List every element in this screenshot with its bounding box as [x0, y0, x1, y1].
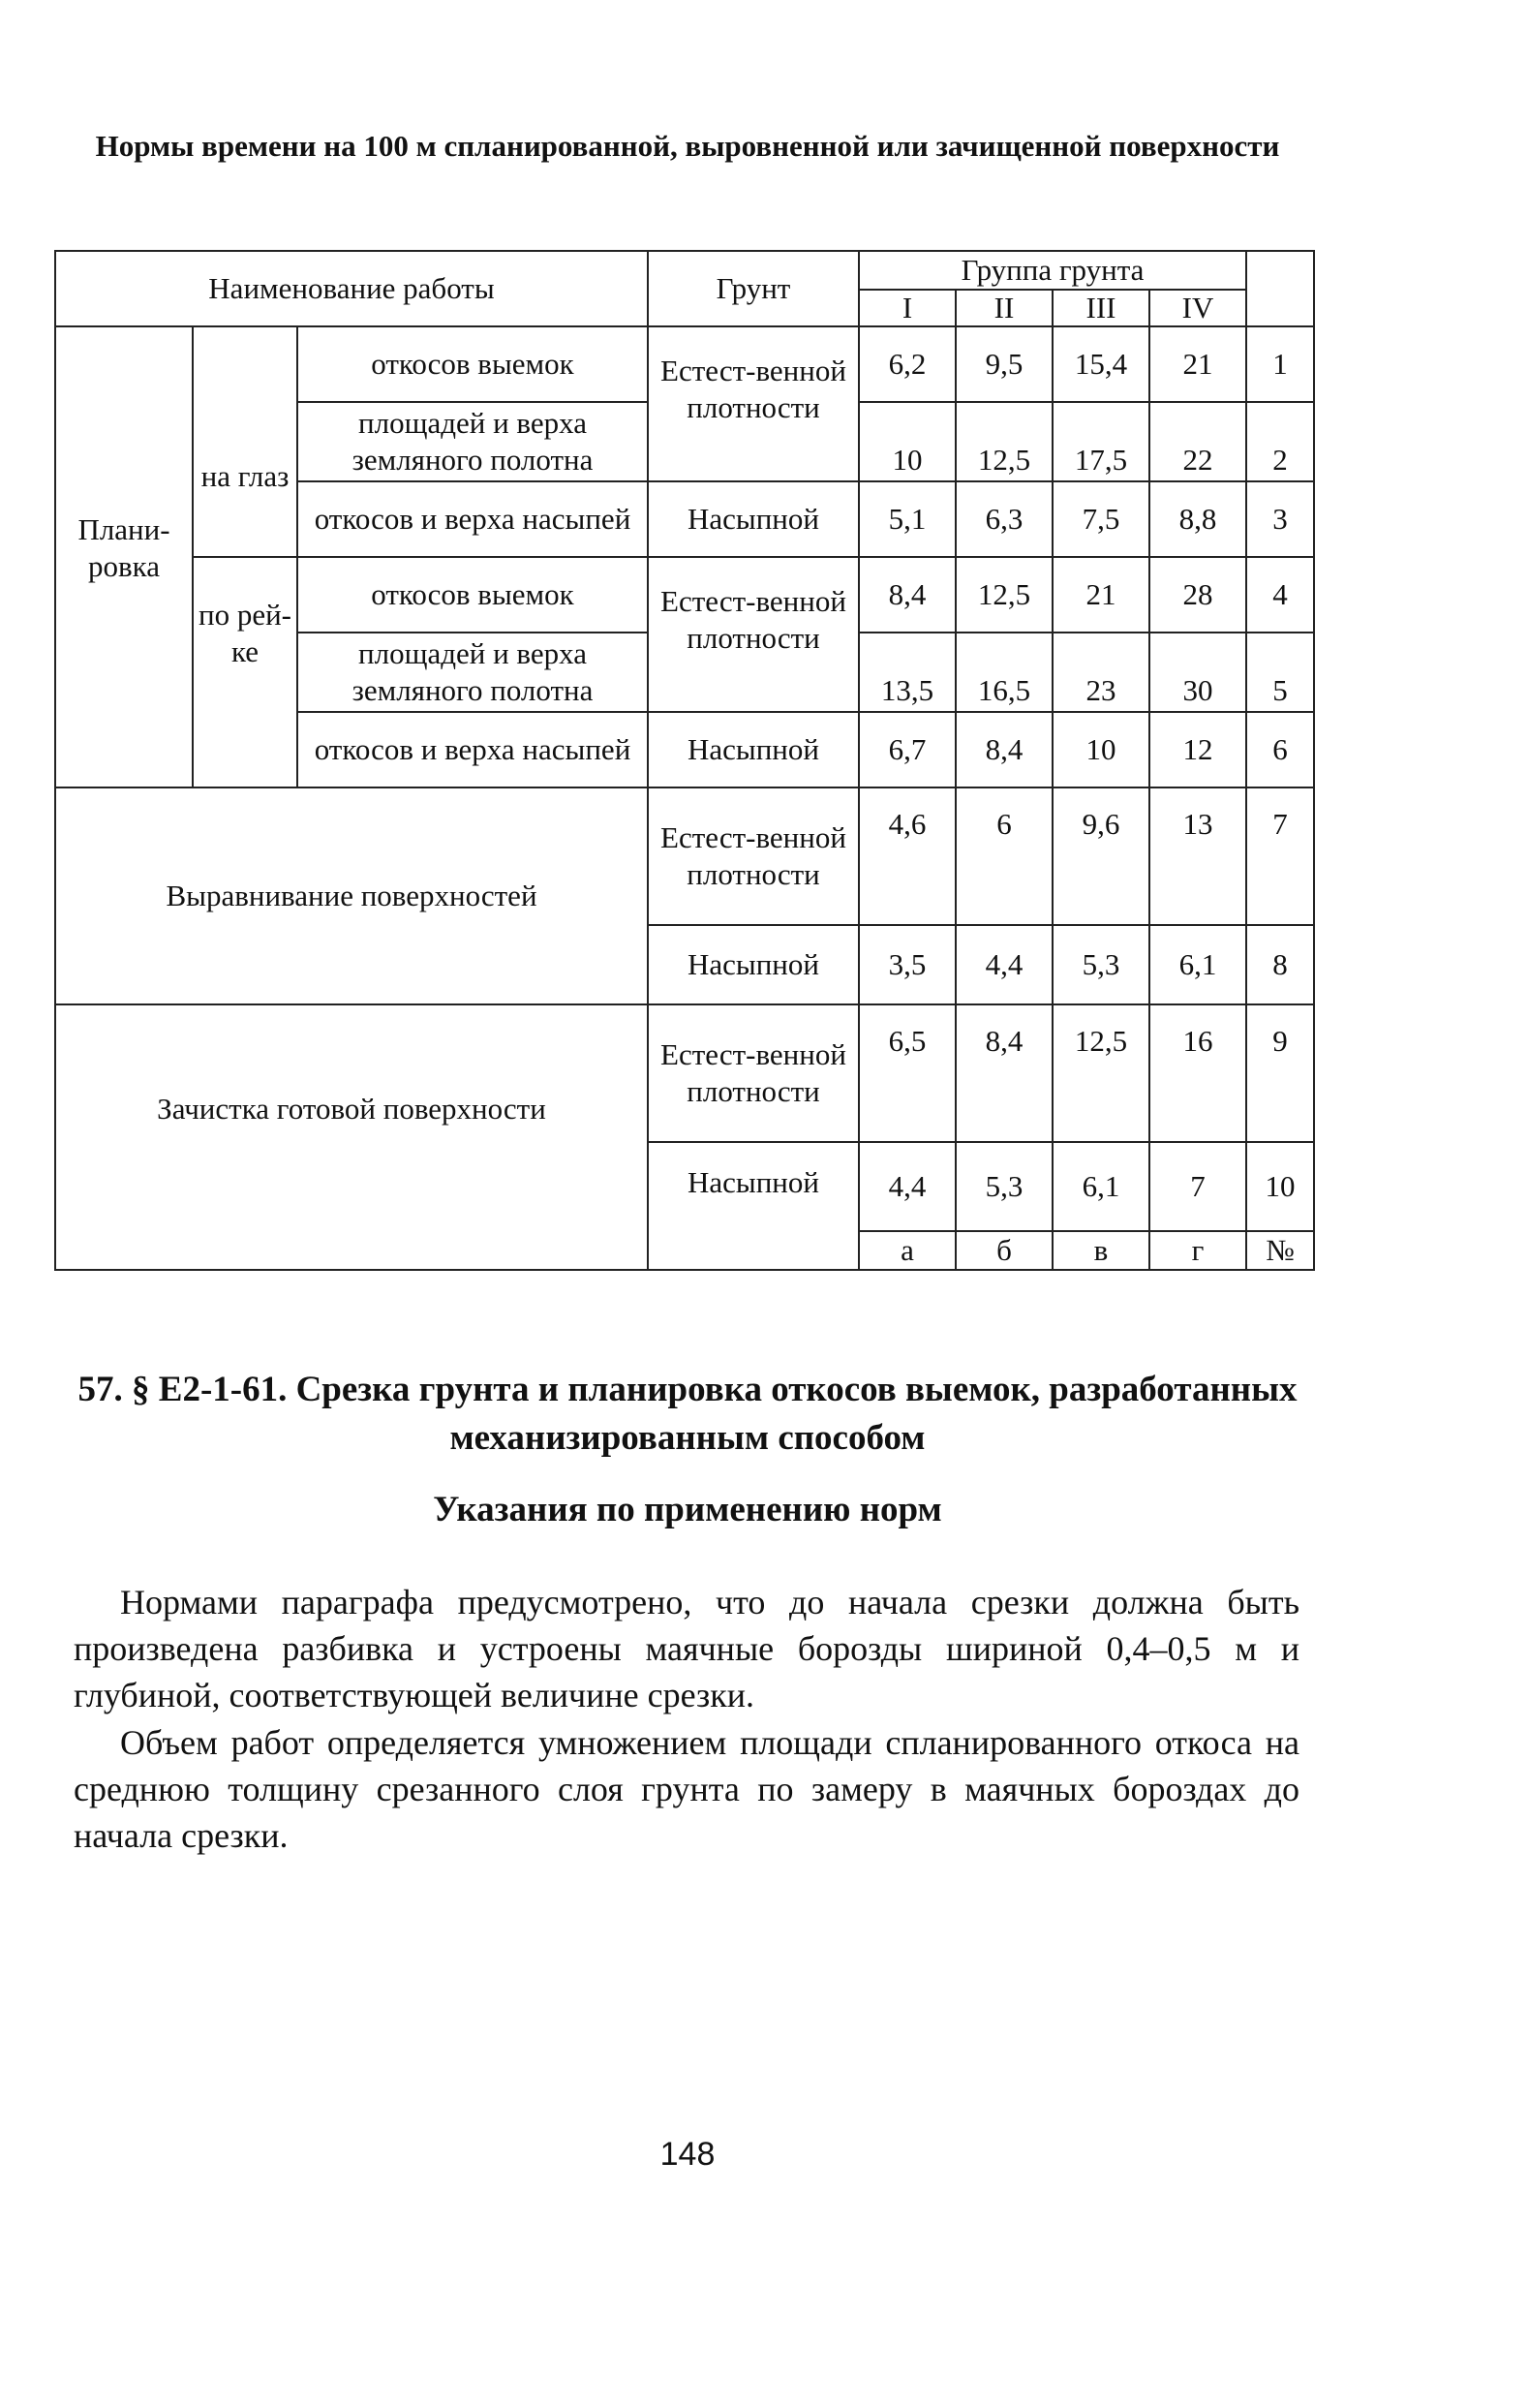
- header-work-name: Наименование работы: [55, 251, 648, 326]
- value-cell: 9,6: [1053, 787, 1149, 925]
- row-number: 8: [1246, 925, 1314, 1004]
- value-cell: 16: [1149, 1004, 1246, 1142]
- paragraph: Объем работ определяется умножением площади спланированного откоса на среднюю толщину срезанного слоя грунта по замеру в маячных бороздах до начала срезки.: [74, 1723, 1299, 1855]
- value-cell: 4,4: [956, 925, 1053, 1004]
- value-cell: 6,1: [1149, 925, 1246, 1004]
- table-row: [55, 557, 1314, 633]
- work-cut-slopes: откосов выемок: [297, 326, 648, 402]
- value-cell: 28: [1149, 557, 1246, 633]
- group-label: III: [1053, 290, 1149, 326]
- soil-natural: Естест-венной плотности: [648, 787, 859, 925]
- work-cut-slopes: откосов выемок: [297, 557, 648, 633]
- by-rod-label: по рей-ке: [193, 557, 297, 787]
- value-cell: 8,4: [956, 712, 1053, 787]
- value-cell: 6,3: [956, 481, 1053, 557]
- value-cell: 5,3: [1053, 925, 1149, 1004]
- value-cell: 17,5: [1053, 402, 1149, 481]
- row-number: 9: [1246, 1004, 1314, 1142]
- row-number: 6: [1246, 712, 1314, 787]
- table-row: [55, 787, 1314, 925]
- by-eye-label: на глаз: [193, 326, 297, 557]
- value-cell: 4,4: [859, 1142, 956, 1231]
- value-cell: 8,4: [956, 1004, 1053, 1142]
- value-cell: 23: [1053, 633, 1149, 712]
- row-number: 1: [1246, 326, 1314, 402]
- soil-fill: Насыпной: [648, 925, 859, 1004]
- value-cell: 15,4: [1053, 326, 1149, 402]
- value-cell: 12: [1149, 712, 1246, 787]
- table-row: [55, 326, 1314, 402]
- value-cell: 5,3: [956, 1142, 1053, 1231]
- soil-natural: Естест-венной плотности: [648, 326, 859, 481]
- value-cell: 22: [1149, 402, 1246, 481]
- value-cell: 30: [1149, 633, 1246, 712]
- value-cell: 9,5: [956, 326, 1053, 402]
- row-number: 5: [1246, 633, 1314, 712]
- value-cell: 4,6: [859, 787, 956, 925]
- table-row: [55, 1004, 1314, 1142]
- value-cell: 12,5: [1053, 1004, 1149, 1142]
- header-soil-group: Группа грунта: [859, 251, 1246, 290]
- value-cell: 12,5: [956, 402, 1053, 481]
- work-fill-slopes: откосов и верха насыпей: [297, 481, 648, 557]
- work-leveling: Выравнивание поверхностей: [55, 787, 648, 1004]
- section-title: 57. § Е2-1-61. Срезка грунта и планировка откосов выемок, разработанных механизированным способом: [77, 1370, 1298, 1458]
- column-letter: г: [1149, 1231, 1246, 1270]
- value-cell: 7,5: [1053, 481, 1149, 557]
- value-cell: 8,4: [859, 557, 956, 633]
- subsection-title: Указания по применению норм: [433, 1490, 942, 1529]
- row-number: 4: [1246, 557, 1314, 633]
- value-cell: 12,5: [956, 557, 1053, 633]
- value-cell: 13,5: [859, 633, 956, 712]
- column-letter: в: [1053, 1231, 1149, 1270]
- value-cell: 6,5: [859, 1004, 956, 1142]
- soil-natural: Естест-венной плотности: [648, 557, 859, 712]
- table-title: Нормы времени на 100 м спланированной, выровненной или зачищенной поверхности: [95, 129, 1280, 163]
- header-num-blank: [1246, 251, 1314, 326]
- planning-label: Плани-ровка: [55, 326, 193, 787]
- value-cell: 3,5: [859, 925, 956, 1004]
- value-cell: 6: [956, 787, 1053, 925]
- row-number: 3: [1246, 481, 1314, 557]
- num-sign: №: [1246, 1231, 1314, 1270]
- header-soil: Грунт: [648, 251, 859, 326]
- soil-fill: Насыпной: [648, 481, 859, 557]
- work-roadbed: площадей и верха земляного полотна: [297, 633, 648, 712]
- paragraph: Нормами параграфа предусмотрено, что до начала срезки должна быть произведена разбивка и устроены маячные борозды шириной 0,4–0,5 м и глубиной, соответствующей величине срезки.: [74, 1583, 1299, 1714]
- value-cell: 10: [1053, 712, 1149, 787]
- group-label: IV: [1149, 290, 1246, 326]
- header-row: [55, 251, 1314, 290]
- value-cell: 6,1: [1053, 1142, 1149, 1231]
- value-cell: 5,1: [859, 481, 956, 557]
- value-cell: 6,2: [859, 326, 956, 402]
- value-cell: 13: [1149, 787, 1246, 925]
- group-label: I: [859, 290, 956, 326]
- value-cell: 6,7: [859, 712, 956, 787]
- soil-natural: Естест-венной плотности: [648, 1004, 859, 1142]
- row-number: 10: [1246, 1142, 1314, 1231]
- soil-fill: Насыпной: [648, 712, 859, 787]
- column-letter: б: [956, 1231, 1053, 1270]
- column-letter: а: [859, 1231, 956, 1270]
- row-number: 2: [1246, 402, 1314, 481]
- value-cell: 21: [1053, 557, 1149, 633]
- row-number: 7: [1246, 787, 1314, 925]
- work-roadbed: площадей и верха земляного полотна: [297, 402, 648, 481]
- value-cell: 7: [1149, 1142, 1246, 1231]
- value-cell: 21: [1149, 326, 1246, 402]
- work-fill-slopes: откосов и верха насыпей: [297, 712, 648, 787]
- soil-fill: Насыпной: [648, 1142, 859, 1270]
- page-number: 148: [659, 2136, 716, 2173]
- work-cleaning: Зачистка готовой поверхности: [55, 1004, 648, 1270]
- norms-table: [54, 250, 1315, 1271]
- value-cell: 8,8: [1149, 481, 1246, 557]
- value-cell: 16,5: [956, 633, 1053, 712]
- value-cell: 10: [859, 402, 956, 481]
- group-label: II: [956, 290, 1053, 326]
